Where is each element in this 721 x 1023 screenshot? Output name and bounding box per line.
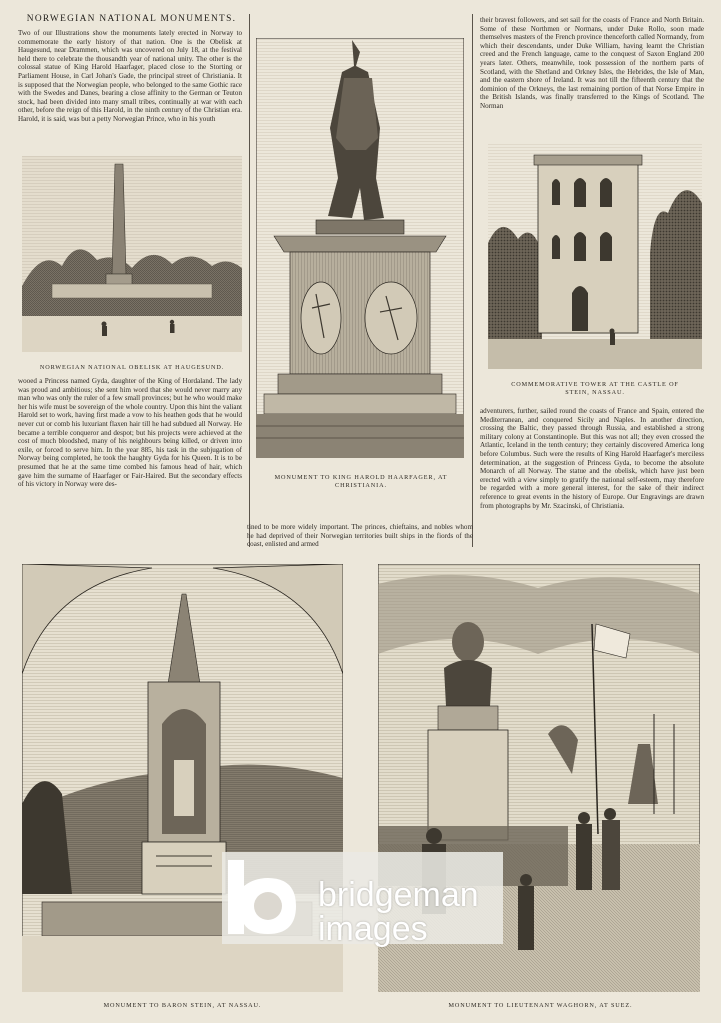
column-rule-left — [249, 14, 250, 547]
column-rule-right — [472, 14, 473, 547]
column-1-text-top: Two of our Illustrations show the monuments lately erected in Norway to commemorate the early history of that nation. One is the Obelisk at Haugesund, near Drammen, which was uncovered on July 18, at the festival held there to celebrate the thousandth year of national unity. The other is the colossal statue of King Harold Haarfager, placed close to the Storting or Parliament House, in Carl Johan's Gade, the principal street of Christiania. It is supposed that the Norwegian people, who belonged to the same Gothic race with the Swedes and Danes, bearing a close affinity to the German or Teuton stock, had been divided into many small tribes, continually at war with each other, before the reign of this Harold, in the ninth century of the Christian era. Harold, it is said, was but a petty Norwegian Prince, who in his youth — [18, 29, 242, 123]
watermark-line-2: images — [318, 910, 428, 948]
tower-engraving — [488, 143, 702, 369]
watermark-text — [318, 878, 479, 946]
column-3-text-bottom: adventurers, further, sailed round the coasts of France and Spain, entered the Mediterranean, and conquered Sicily and Naples. In another direction, crossing the Baltic, they passed through Russia, and established a strong military colony at Constantinople. But this was not all; they even crossed the Atlantic, Iceland in the tenth century; they certainly discovered America long before Columbus. Such were the results of King Harold Haarfager's merciless determination, at the suggestion of Princess Gyda, to become the absolute Monarch of all Norway. The statue and the obelisk, which have just been erected with a view simply to gratify the national self-esteem, may therefore be regarded with a more general interest, for the sake of their indirect reference to great events in the history of Europe. Our Engravings are drawn from photographs by Mr. Szacinski, of Christiania. — [480, 407, 704, 510]
watermark-line-1: bridgeman — [318, 876, 479, 914]
column-3-text-top: their bravest followers, and set sail for the coasts of France and North Britain. Some of these Northmen or Normans, under Duke Rollo, soon made themselves masters of the French province thenceforth called Normandy, from which their descendants, under Duke William, having learnt the Christian creed and the French language, came to the conquest of Saxon England 200 years later. Others, meanwhile, took possession of the northern parts of Scotland, with the Shetland and Orkney Isles, the Hebrides, the Isle of Man, and the eastern shore of Ireland. It was not till the fifteenth century that the dominion of the Orkneys, the last remaining portion of that Norse Empire in the British Islands, was finally transferred to the Kings of Scotland. The Norman — [480, 16, 704, 110]
page-headline: NORWEGIAN NATIONAL MONUMENTS. — [26, 14, 237, 24]
harold-statue-engraving — [256, 38, 464, 458]
watermark-logo-icon — [224, 858, 304, 938]
caption-waghorn: MONUMENT TO LIEUTENANT WAGHORN, AT SUEZ. — [448, 1002, 633, 1009]
column-2-text-bottom: tined to be more widely important. The princes, chieftains, and nobles whom he had deprived of their Norwegian territories built ships in the fiords of the coast, enlisted and armed — [247, 523, 473, 549]
caption-stein: MONUMENT TO BARON STEIN, AT NASSAU. — [103, 1002, 262, 1009]
column-1-text-bottom: wooed a Princess named Gyda, daughter of the King of Hordaland. The lady was proud and ambitious; she sent him word that she would never marry any man who was only the ruler of a few small provinces; but he who would make her his wife must be sovereign of the whole country. Upon this hint the valiant Harold set to work, having first made a vow to his heathen gods that he would never cut or comb his luxuriant flaxen hair till he had subdued all Norway. He became a terrible conqueror and despot; but his projects were achieved at the cost of much bloodshed, many of his neighbours being killed, or driven into exile, or forced to serve him. In the year 885, his task in the subjugation of Norway being completed, he took the haughty Gyda for his Queen. It is to be presumed that he at the same time combed his famous head of hair, which gave him the surname of Haarfager or Fair-Haired. But the secondary effects of his victory in Norway were des- — [18, 377, 242, 489]
caption-obelisk: NORWEGIAN NATIONAL OBELISK AT HAUGESUND. — [39, 364, 225, 371]
obelisk-engraving — [22, 156, 242, 352]
caption-tower: COMMEMORATIVE TOWER AT THE CASTLE OF STEIN, NASSAU. — [511, 381, 679, 396]
caption-harold: MONUMENT TO KING HAROLD HAARFAGER, AT CHRISTIANIA. — [274, 474, 448, 489]
